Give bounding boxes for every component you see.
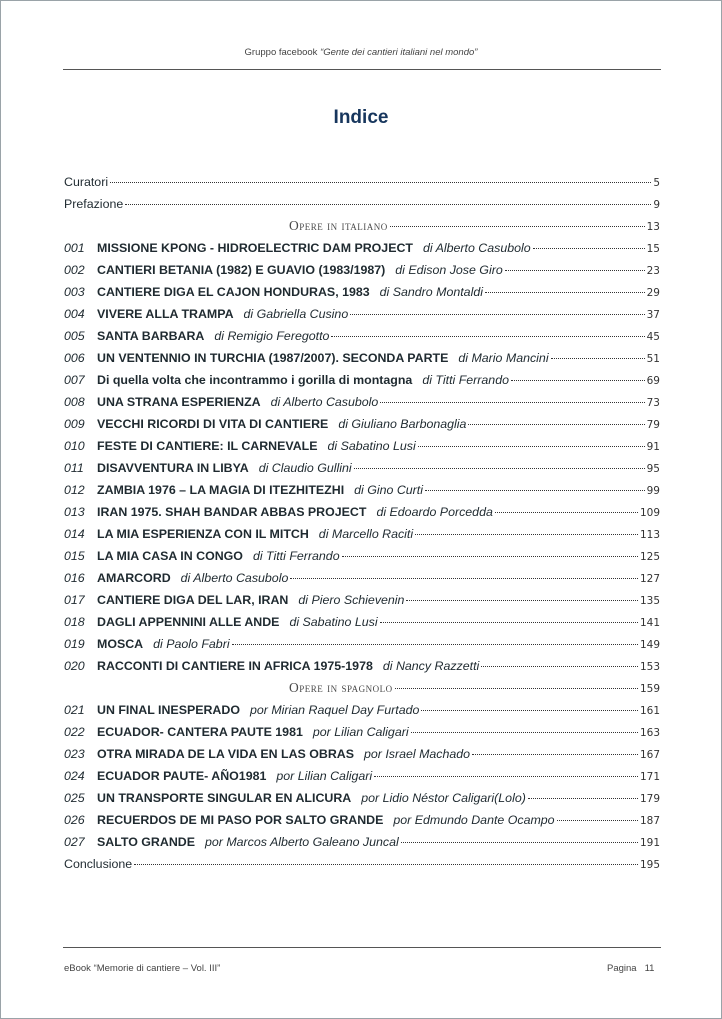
toc-entry-number: 026	[64, 813, 85, 827]
toc-entry-title: MOSCA	[97, 637, 144, 651]
toc-leader-dots	[415, 534, 638, 535]
toc-page-number: 13	[646, 221, 660, 233]
header-rule	[63, 69, 661, 70]
toc-entry-number: 021	[64, 703, 85, 717]
toc-leader-dots	[354, 468, 645, 469]
toc-page-number: 69	[646, 375, 660, 387]
toc-leader-dots	[380, 622, 638, 623]
toc-page-number: 45	[646, 331, 660, 343]
toc-entry[interactable]	[64, 787, 660, 809]
toc-row[interactable]	[64, 853, 660, 875]
toc-entry[interactable]	[64, 743, 660, 765]
toc-label: Prefazione	[64, 197, 124, 211]
toc-page-number: 141	[639, 617, 660, 629]
toc-entry-title: CANTIERE DIGA DEL LAR, IRAN	[97, 593, 289, 607]
toc-entry[interactable]	[64, 523, 660, 545]
toc-leader-dots	[472, 754, 638, 755]
toc-entry-title: UN FINAL INESPERADO	[97, 703, 240, 717]
toc-entry-title: CANTIERI BETANIA (1982) E GUAVIO (1983/1987)	[97, 263, 386, 277]
toc-entry[interactable]	[64, 721, 660, 743]
toc-page-number: 167	[639, 749, 660, 761]
toc-entry-number: 027	[64, 835, 85, 849]
toc-entry-author: di Sabatino Lusi	[289, 615, 378, 629]
toc-entry-title: ZAMBIA 1976 – LA MAGIA DI ITEZHITEZHI	[97, 483, 345, 497]
toc-entry-title: UN TRANSPORTE SINGULAR EN ALICURA	[97, 791, 352, 805]
toc-entry-number: 001	[64, 241, 85, 255]
toc-entry-author: di Alberto Casubolo	[180, 571, 289, 585]
toc-entry-number: 012	[64, 483, 85, 497]
footer-book-title: eBook “Memorie di cantiere – Vol. III”	[64, 963, 221, 974]
page-header	[1, 47, 721, 58]
toc-entry-title: RACCONTI DI CANTIERE IN AFRICA 1975-1978	[97, 659, 373, 673]
toc-entry-title: ECUADOR- CANTERA PAUTE 1981	[97, 725, 303, 739]
toc-entry-author: di Titti Ferrando	[422, 373, 509, 387]
toc-entry-title: FESTE DI CANTIERE: IL CARNEVALE	[97, 439, 318, 453]
toc-entry-number: 009	[64, 417, 85, 431]
toc-entry-author: di Sabatino Lusi	[327, 439, 416, 453]
toc-leader-dots	[290, 578, 638, 579]
footer-rule	[63, 947, 661, 948]
toc-entry[interactable]	[64, 611, 660, 633]
toc-entry[interactable]	[64, 501, 660, 523]
toc-page-number: 161	[639, 705, 660, 717]
toc-entry[interactable]	[64, 457, 660, 479]
toc-section-row[interactable]	[64, 215, 660, 237]
toc-entry-number: 024	[64, 769, 85, 783]
toc-entry-number: 005	[64, 329, 85, 343]
toc-entry[interactable]	[64, 259, 660, 281]
toc-page-number: 37	[646, 309, 660, 321]
toc-entry-title: MISSIONE KPONG - HIDROELECTRIC DAM PROJECT	[97, 241, 413, 255]
header-group-name: “Gente dei cantieri italiani nel mondo”	[320, 47, 478, 58]
toc-entry-author: di Edison Jose Giro	[395, 263, 503, 277]
toc-entry-number: 010	[64, 439, 85, 453]
toc-leader-dots	[505, 270, 645, 271]
toc-leader-dots	[342, 556, 638, 557]
toc-entry[interactable]	[64, 699, 660, 721]
toc-page-number: 23	[646, 265, 660, 277]
toc-entry-number: 013	[64, 505, 85, 519]
toc-leader-dots	[425, 490, 645, 491]
toc-page-number: 15	[646, 243, 660, 255]
toc-page-number: 163	[639, 727, 660, 739]
footer-page	[607, 963, 654, 974]
toc-entry-number: 004	[64, 307, 85, 321]
toc-leader-dots	[468, 424, 644, 425]
toc-entry-author: por Edmundo Dante Ocampo	[393, 813, 555, 827]
toc-leader-dots	[331, 336, 644, 337]
toc-entry[interactable]	[64, 831, 660, 853]
toc-section-label: Opere in italiano	[289, 218, 388, 233]
toc-entry-number: 025	[64, 791, 85, 805]
toc-page-number: 73	[646, 397, 660, 409]
toc-entry-title: DISAVVENTURA IN LIBYA	[97, 461, 249, 475]
toc-entry-title: UN VENTENNIO IN TURCHIA (1987/2007). SECONDA PARTE	[97, 351, 449, 365]
toc-leader-dots	[495, 512, 638, 513]
toc-page-number: 187	[639, 815, 660, 827]
toc-entry-number: 006	[64, 351, 85, 365]
toc-entry-author: di Titti Ferrando	[252, 549, 340, 563]
toc-entry-title: IRAN 1975. SHAH BANDAR ABBAS PROJECT	[97, 505, 367, 519]
toc-page-number: 9	[653, 199, 660, 211]
toc-label: Conclusione	[64, 857, 133, 871]
toc-section-row[interactable]	[64, 677, 660, 699]
toc-page-number: 195	[639, 859, 660, 871]
toc-page-number: 99	[646, 485, 660, 497]
toc-page-number: 153	[639, 661, 660, 673]
toc-entry-author: di Gabriella Cusino	[243, 307, 349, 321]
toc-entry[interactable]	[64, 479, 660, 501]
toc-entry-author: di Edoardo Porcedda	[376, 505, 493, 519]
toc-entry-number: 017	[64, 593, 85, 607]
toc-page-number: 113	[639, 529, 660, 541]
toc-entry[interactable]	[64, 435, 660, 457]
toc-leader-dots	[134, 864, 638, 865]
toc-entry-number: 016	[64, 571, 85, 585]
toc-entry-title: Di quella volta che incontrammo i gorilla di montagna	[97, 373, 413, 387]
toc-entry-author: di Gino Curti	[354, 483, 424, 497]
toc-leader-dots	[511, 380, 645, 381]
toc-page-number: 91	[646, 441, 660, 453]
footer-page-label: Pagina	[607, 963, 637, 974]
toc-page-number: 159	[639, 683, 660, 695]
toc-entry[interactable]	[64, 545, 660, 567]
toc-entry[interactable]	[64, 347, 660, 369]
toc-entry[interactable]	[64, 633, 660, 655]
toc-entry-title: OTRA MIRADA DE LA VIDA EN LAS OBRAS	[97, 747, 354, 761]
toc-entry-author: di Alberto Casubolo	[422, 241, 531, 255]
toc-entry-author: di Mario Mancini	[458, 351, 549, 365]
toc-entry-title: LA MIA CASA IN CONGO	[97, 549, 243, 563]
toc-entry-title: ECUADOR PAUTE- AÑO1981	[97, 769, 267, 783]
toc-page-number: 51	[646, 353, 660, 365]
toc-entry-title: SALTO GRANDE	[97, 835, 195, 849]
toc-entry-author: di Piero Schievenin	[298, 593, 405, 607]
toc-row[interactable]	[64, 193, 660, 215]
toc-leader-dots	[374, 776, 638, 777]
toc-page-number: 95	[646, 463, 660, 475]
toc-entry-title: VIVERE ALLA TRAMPA	[97, 307, 234, 321]
table-of-contents	[64, 171, 660, 875]
toc-entry[interactable]	[64, 237, 660, 259]
toc-entry-title: CANTIERE DIGA EL CAJON HONDURAS, 1983	[97, 285, 370, 299]
toc-page-number: 79	[646, 419, 660, 431]
toc-page-number: 135	[639, 595, 660, 607]
toc-entry[interactable]	[64, 655, 660, 677]
toc-entry-number: 015	[64, 549, 85, 563]
toc-page-number: 127	[639, 573, 660, 585]
toc-entry-author: di Sandro Montaldi	[379, 285, 483, 299]
page-title: Indice	[333, 107, 389, 128]
toc-leader-dots	[551, 358, 645, 359]
toc-entry-number: 022	[64, 725, 85, 739]
toc-entry-title: LA MIA ESPERIENZA CON IL MITCH	[97, 527, 309, 541]
toc-label: Curatori	[64, 175, 109, 189]
toc-entry-author: di Remigio Feregotto	[214, 329, 330, 343]
toc-leader-dots	[418, 446, 645, 447]
toc-page-number: 179	[639, 793, 660, 805]
header-prefix: Gruppo facebook	[244, 47, 321, 58]
toc-entry-author: por Israel Machado	[364, 747, 471, 761]
toc-page-number: 5	[653, 177, 660, 189]
toc-entry-author: por Mirian Raquel Day Furtado	[249, 703, 420, 717]
toc-entry[interactable]	[64, 589, 660, 611]
toc-entry-title: DAGLI APPENNINI ALLE ANDE	[97, 615, 280, 629]
toc-leader-dots	[533, 248, 645, 249]
toc-entry-author: di Nancy Razzetti	[382, 659, 480, 673]
toc-entry-number: 018	[64, 615, 85, 629]
toc-entry-author: por Lilian Caligari	[276, 769, 373, 783]
toc-entry[interactable]	[64, 391, 660, 413]
toc-entry-number: 019	[64, 637, 85, 651]
toc-leader-dots	[528, 798, 638, 799]
footer-page-number: 11	[644, 963, 655, 974]
toc-entry-author: por Lilian Caligari	[312, 725, 409, 739]
toc-entry-author: di Paolo Fabri	[153, 637, 230, 651]
toc-entry-number: 020	[64, 659, 85, 673]
toc-leader-dots	[125, 204, 651, 205]
toc-entry-author: di Claudio Gullini	[258, 461, 352, 475]
toc-entry[interactable]	[64, 765, 660, 787]
toc-entry[interactable]	[64, 303, 660, 325]
toc-leader-dots	[390, 226, 645, 227]
toc-leader-dots	[421, 710, 638, 711]
toc-row[interactable]	[64, 171, 660, 193]
toc-entry[interactable]	[64, 281, 660, 303]
toc-page-number: 171	[639, 771, 660, 783]
toc-page-number: 29	[646, 287, 660, 299]
toc-entry-title: SANTA BARBARA	[97, 329, 205, 343]
toc-leader-dots	[406, 600, 638, 601]
toc-leader-dots	[411, 732, 638, 733]
toc-page-number: 109	[639, 507, 660, 519]
toc-entry-number: 011	[64, 461, 84, 475]
toc-page-number: 149	[639, 639, 660, 651]
toc-entry[interactable]	[64, 369, 660, 391]
toc-leader-dots	[350, 314, 644, 315]
toc-leader-dots	[481, 666, 638, 667]
toc-entry[interactable]	[64, 325, 660, 347]
toc-leader-dots	[110, 182, 651, 183]
toc-page-number: 191	[639, 837, 660, 849]
toc-leader-dots	[485, 292, 645, 293]
toc-entry[interactable]	[64, 567, 660, 589]
toc-entry[interactable]	[64, 413, 660, 435]
toc-entry-title: AMARCORD	[97, 571, 171, 585]
toc-leader-dots	[380, 402, 644, 403]
toc-entry-author: por Lidio Néstor Caligari(Lolo)	[361, 791, 526, 805]
toc-entry-title: RECUERDOS DE MI PASO POR SALTO GRANDE	[97, 813, 384, 827]
toc-entry-number: 014	[64, 527, 85, 541]
toc-entry-author: por Marcos Alberto Galeano Juncal	[204, 835, 399, 849]
toc-leader-dots	[401, 842, 638, 843]
toc-entry-number: 002	[64, 263, 85, 277]
toc-entry-author: di Giuliano Barbonaglia	[338, 417, 467, 431]
toc-entry-title: VECCHI RICORDI DI VITA DI CANTIERE	[97, 417, 329, 431]
toc-entry[interactable]	[64, 809, 660, 831]
toc-leader-dots	[232, 644, 638, 645]
toc-entry-number: 023	[64, 747, 85, 761]
toc-entry-author: di Alberto Casubolo	[270, 395, 379, 409]
toc-leader-dots	[395, 688, 638, 689]
toc-entry-number: 008	[64, 395, 85, 409]
toc-entry-number: 007	[64, 373, 85, 387]
toc-leader-dots	[557, 820, 638, 821]
toc-entry-title: UNA STRANA ESPERIENZA	[97, 395, 261, 409]
toc-page-number: 125	[639, 551, 660, 563]
toc-entry-author: di Marcello Raciti	[318, 527, 414, 541]
toc-section-label: Opere in spagnolo	[289, 680, 393, 695]
toc-entry-number: 003	[64, 285, 85, 299]
